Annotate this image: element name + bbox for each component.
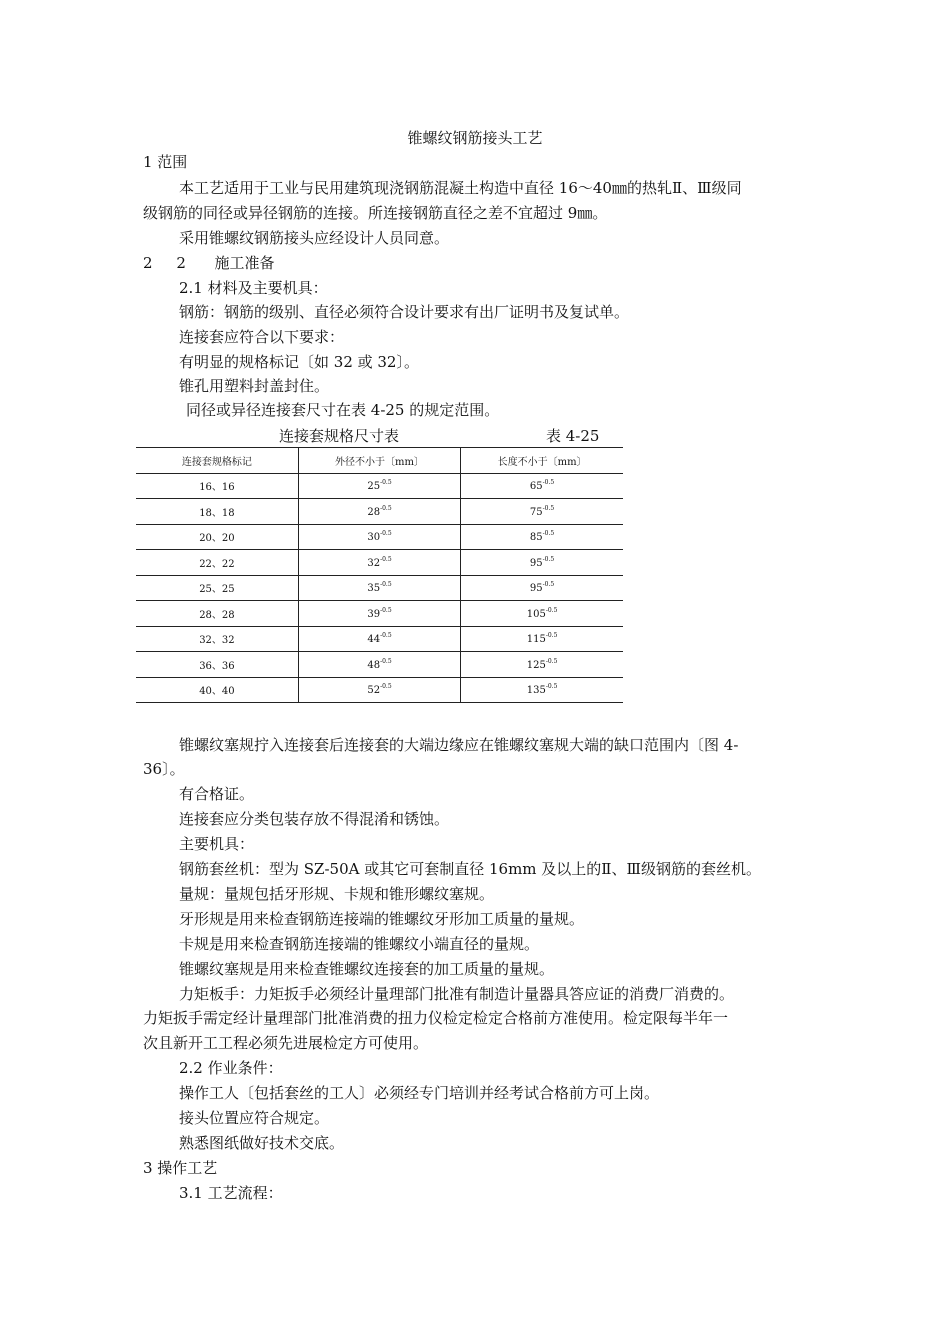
cell-value: 85 <box>529 532 543 544</box>
sleeve-requirement-text: 连接套应符合以下要求： <box>179 328 345 346</box>
cell-value: 48 <box>367 659 381 671</box>
main-tools-heading: 主要机具： <box>179 835 255 853</box>
outer-diameter-cell <box>298 626 460 652</box>
table-header-cell: 外径不小于〔mm〕 <box>298 448 460 474</box>
sleeve-cap-text: 锥孔用塑料封盖封住。 <box>179 377 330 395</box>
tolerance-superscript: -0.5 <box>380 683 392 691</box>
cell-value: 52 <box>367 685 381 697</box>
length-cell <box>461 626 623 652</box>
length-cell <box>461 575 623 601</box>
spec-mark-cell <box>136 499 298 525</box>
cell-value: 95 <box>529 583 543 595</box>
outer-diameter-cell <box>298 473 460 499</box>
cell-value: 125 <box>526 659 546 671</box>
sleeve-size-text: 同径或异径连接套尺寸在表 4-25 的规定范围。 <box>186 401 500 419</box>
cell-value: 105 <box>526 608 546 620</box>
cell-value: 25、25 <box>199 584 235 596</box>
tolerance-superscript: -0.5 <box>542 479 555 487</box>
section-2-heading: 2 2 施工准备 <box>143 254 275 272</box>
length-cell <box>461 601 623 627</box>
table-body <box>136 473 623 703</box>
length-cell <box>461 499 623 525</box>
spec-mark-cell <box>136 601 298 627</box>
torque-wrench-line-1: 力矩板手：力矩扳手必须经计量理部门批准有制造计量器具答应证的消费厂消费的。 <box>179 985 735 1003</box>
plug-gauge-check-line-1: 锥螺纹塞规拧入连接套后连接套的大端边缘应在锥螺纹塞规大端的缺口范围内〔图 4- <box>179 736 739 754</box>
tolerance-superscript: -0.5 <box>542 555 555 563</box>
tolerance-superscript: -0.5 <box>545 632 558 640</box>
cell-value: 36、36 <box>199 660 235 672</box>
outer-diameter-cell <box>298 575 460 601</box>
storage-text: 连接套应分类包装存放不得混淆和锈蚀。 <box>179 810 450 828</box>
table-header-row <box>136 448 623 474</box>
rebar-requirement-text: 钢筋：钢筋的级别、直径必须符合设计要求有出厂证明书及复试单。 <box>179 303 630 321</box>
subsection-2-2-heading: 2.2 作业条件： <box>179 1059 283 1077</box>
spec-mark-cell <box>136 575 298 601</box>
tolerance-superscript: -0.5 <box>542 530 555 538</box>
table-number: 表 4-25 <box>546 427 600 445</box>
tolerance-superscript: -0.5 <box>542 504 555 512</box>
cell-value: 28、28 <box>199 609 235 621</box>
table-row <box>136 499 623 525</box>
spec-mark-cell <box>136 677 298 703</box>
cell-value: 35 <box>367 583 381 595</box>
tolerance-superscript: -0.5 <box>380 504 392 512</box>
table-row <box>136 601 623 627</box>
table-caption: 连接套规格尺寸表 <box>279 427 400 445</box>
outer-diameter-cell <box>298 652 460 678</box>
gauge-text: 量规：量规包括牙形规、卡规和锥形螺纹塞规。 <box>179 885 495 903</box>
spec-mark-cell <box>136 473 298 499</box>
cell-value: 20、20 <box>199 533 235 545</box>
worker-requirement-text: 操作工人〔包括套丝的工人〕必须经专门培训并经考试合格前方可上岗。 <box>179 1084 660 1102</box>
cell-value: 65 <box>529 481 543 493</box>
cell-value: 115 <box>526 634 546 646</box>
section-1-heading: 1 范围 <box>143 153 188 171</box>
subsection-2-1-heading: 2.1 材料及主要机具： <box>179 279 328 297</box>
table-row <box>136 575 623 601</box>
drawing-text: 熟悉图纸做好技术交底。 <box>179 1134 345 1152</box>
tolerance-superscript: -0.5 <box>380 657 392 665</box>
tolerance-superscript: -0.5 <box>545 657 558 665</box>
tolerance-superscript: -0.5 <box>380 530 392 538</box>
spec-mark-cell <box>136 652 298 678</box>
tolerance-superscript: -0.5 <box>545 606 558 614</box>
cell-value: 44 <box>367 634 381 646</box>
tolerance-superscript: -0.5 <box>380 606 392 614</box>
tolerance-superscript: -0.5 <box>380 479 392 487</box>
table-row <box>136 626 623 652</box>
cell-value: 18、18 <box>199 507 235 519</box>
torque-wrench-line-2: 力矩扳手需定经计量理部门批准消费的扭力仪检定检定合格前方准使用。检定限每半年一 <box>143 1009 729 1027</box>
cell-value: 135 <box>526 685 546 697</box>
length-cell <box>461 524 623 550</box>
cell-value: 22、22 <box>199 558 235 570</box>
scope-paragraph-line-2: 级钢筋的同径或异径钢筋的连接。所连接钢筋直径之差不宜超过 9㎜。 <box>143 204 608 222</box>
tolerance-superscript: -0.5 <box>380 581 392 589</box>
length-cell <box>461 550 623 576</box>
spec-mark-cell <box>136 626 298 652</box>
outer-diameter-cell <box>298 550 460 576</box>
tooth-gauge-text: 牙形规是用来检查钢筋连接端的锥螺纹牙形加工质量的量规。 <box>179 910 585 928</box>
plug-gauge-check-line-2: 36〕。 <box>143 760 185 778</box>
sleeve-mark-text: 有明显的规格标记〔如 32 或 32〕。 <box>179 353 419 371</box>
cell-value: 39 <box>367 608 381 620</box>
tolerance-superscript: -0.5 <box>380 632 392 640</box>
outer-diameter-cell <box>298 677 460 703</box>
certificate-text: 有合格证。 <box>179 785 255 803</box>
cell-value: 32、32 <box>199 635 235 647</box>
sleeve-spec-table <box>136 447 623 703</box>
table-header-cell: 长度不小于〔mm〕 <box>461 448 623 474</box>
outer-diameter-cell <box>298 499 460 525</box>
table-row <box>136 677 623 703</box>
table-row <box>136 652 623 678</box>
length-cell <box>461 652 623 678</box>
table-header-cell: 连接套规格标记 <box>136 448 298 474</box>
document-title: 锥螺纹钢筋接头工艺 <box>407 129 543 147</box>
table-row <box>136 524 623 550</box>
tolerance-superscript: -0.5 <box>380 555 392 563</box>
torque-wrench-line-3: 次且新开工工程必须先进展检定方可使用。 <box>143 1034 429 1052</box>
plug-gauge-text: 锥螺纹塞规是用来检查锥螺纹连接套的加工质量的量规。 <box>179 960 555 978</box>
cell-value: 95 <box>529 557 543 569</box>
cell-value: 30 <box>367 532 381 544</box>
cell-value: 75 <box>529 506 543 518</box>
outer-diameter-cell <box>298 601 460 627</box>
cell-value: 28 <box>367 506 381 518</box>
threading-machine-text: 钢筋套丝机：型为 SZ-50A 或其它可套制直径 16mm 及以上的Ⅱ、Ⅲ级钢筋的套丝机。 <box>179 860 761 878</box>
cell-value: 40、40 <box>199 686 235 698</box>
joint-position-text: 接头位置应符合规定。 <box>179 1109 330 1127</box>
length-cell <box>461 677 623 703</box>
tolerance-superscript: -0.5 <box>542 581 555 589</box>
table-row <box>136 473 623 499</box>
subsection-3-1-heading: 3.1 工艺流程： <box>179 1184 283 1202</box>
table-row <box>136 550 623 576</box>
length-cell <box>461 473 623 499</box>
tolerance-superscript: -0.5 <box>545 683 558 691</box>
scope-paragraph-line-1: 本工艺适用于工业与民用建筑现浇钢筋混凝土构造中直径 16～40㎜的热轧Ⅱ、Ⅲ级同 <box>179 179 742 197</box>
cell-value: 16、16 <box>199 482 235 494</box>
cell-value: 32 <box>367 557 381 569</box>
spec-mark-cell <box>136 524 298 550</box>
caliper-gauge-text: 卡规是用来检查钢筋连接端的锥螺纹小端直径的量规。 <box>179 935 540 953</box>
section-3-heading: 3 操作工艺 <box>143 1159 218 1177</box>
cell-value: 25 <box>367 481 381 493</box>
spec-mark-cell <box>136 550 298 576</box>
scope-approval-text: 采用锥螺纹钢筋接头应经设计人员同意。 <box>179 229 450 247</box>
outer-diameter-cell <box>298 524 460 550</box>
